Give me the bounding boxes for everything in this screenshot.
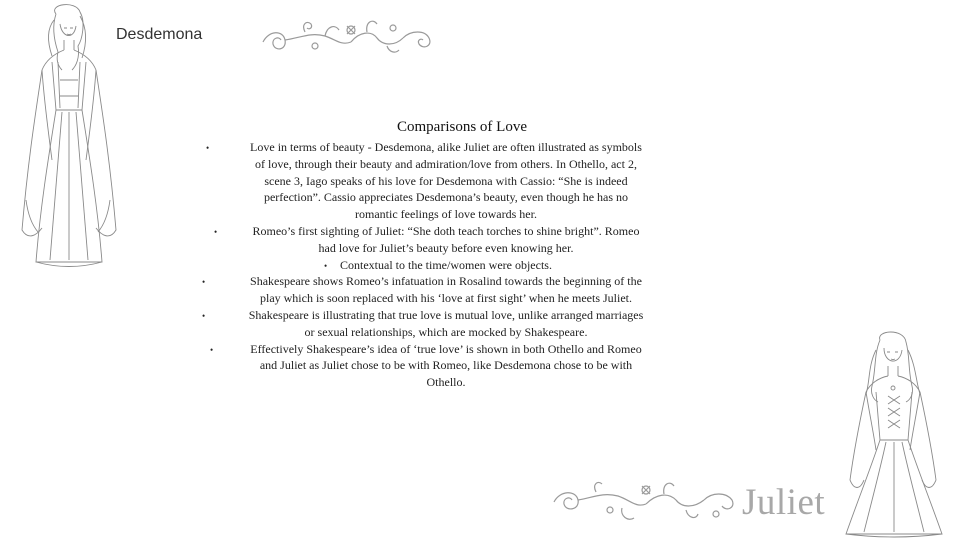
point-line: romantic feelings of love towards her. [355, 207, 537, 222]
point-line: and Juliet as Juliet chose to be with Romeo, like Desdemona chose to be with [259, 358, 633, 373]
point-line: or sexual relationships, which are mocked by Shakespeare. [304, 324, 588, 339]
point-line: Love in terms of beauty - Desdemona, alike Juliet are often illustrated as symbols [250, 140, 642, 154]
floral-flourish-bottom-ornament [548, 478, 740, 526]
point-line: Shakespeare shows Romeo’s infatuation in Rosalind towards the beginning of the [250, 274, 642, 289]
point-line: perfection”. Cassio appreciates Desdemona’s beauty, even though he has no [263, 190, 629, 205]
bullet-marker: • [210, 344, 214, 355]
slide-heading: Comparisons of Love [397, 119, 527, 135]
point-item [196, 307, 696, 341]
bullet-marker: • [202, 277, 206, 288]
point-line: of love, through their beauty and admiration/love from others. In Othello, act 2, [255, 156, 637, 171]
juliet-label: Juliet [742, 482, 826, 523]
point-line: Contextual to the time/women were objects. [340, 257, 552, 272]
point-line: scene 3, Iago speaks of his love for Desdemona with Cassio: “She is indeed [264, 173, 628, 188]
desdemona-label: Desdemona [116, 26, 203, 43]
point-line: had love for Juliet’s beauty before even knowing her. [318, 240, 574, 255]
bullet-marker: • [214, 226, 218, 237]
comparison-points [196, 139, 696, 391]
bullet-marker: • [202, 310, 206, 321]
bullet-marker: • [206, 143, 210, 153]
point-item [196, 273, 696, 307]
juliet-sketch-image [830, 330, 955, 538]
point-line: Romeo’s first sighting of Juliet: “She doth teach torches to shine bright”. Romeo [252, 223, 640, 238]
point-line: Shakespeare is illustrating that true love is mutual love, unlike arranged marriages [248, 307, 644, 322]
point-line: Othello. [426, 375, 466, 390]
point-item [196, 139, 696, 223]
bullet-marker: • [324, 260, 328, 271]
point-item [196, 341, 696, 391]
point-line: play which is soon replaced with his ‘love at first sight’ when he meets Juliet. [259, 291, 633, 306]
floral-flourish-top-ornament [255, 12, 440, 58]
point-item [196, 257, 696, 274]
point-item [196, 223, 696, 257]
desdemona-sketch-image [18, 0, 118, 270]
point-line: Effectively Shakespeare’s idea of ‘true love’ is shown in both Othello and Romeo [250, 341, 642, 356]
